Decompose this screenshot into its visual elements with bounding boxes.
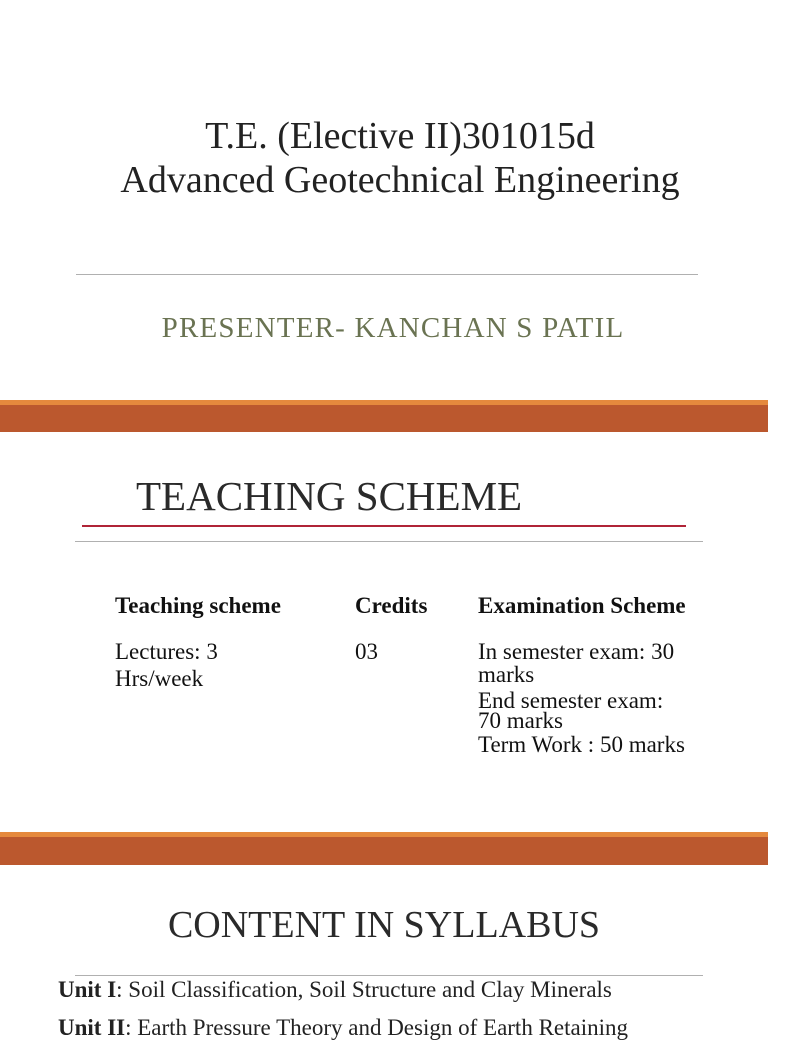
divider-line	[75, 541, 703, 542]
exam-line: In semester exam: 30	[478, 639, 675, 664]
exam-line: marks	[478, 662, 535, 687]
course-title	[0, 114, 800, 202]
header-teaching-scheme: Teaching scheme	[115, 593, 281, 618]
slide-teaching-scheme	[0, 432, 768, 832]
divider-line	[75, 975, 703, 976]
slide-heading: TEACHING SCHEME	[136, 473, 523, 519]
slide-title	[0, 0, 768, 400]
teaching-line: Hrs/week	[115, 666, 204, 691]
header-examination-scheme: Examination Scheme	[478, 593, 686, 618]
teaching-hours-cell	[115, 638, 325, 692]
course-code-line: T.E. (Elective II)301015d	[205, 115, 595, 157]
slide-heading: CONTENT IN SYLLABUS	[167, 904, 601, 946]
exam-line: 70 marks	[478, 708, 563, 733]
unit-description: : Earth Pressure Theory and Design of Earth Retaining	[125, 1015, 628, 1040]
unit-label: Unit I	[58, 977, 117, 1002]
slide-separator	[0, 400, 768, 432]
unit-item	[58, 1015, 628, 1041]
slide-separator	[0, 832, 768, 865]
unit-label: Unit II	[58, 1015, 126, 1040]
unit-item	[58, 977, 612, 1003]
course-name-line: Advanced Geotechnical Engineering	[120, 159, 680, 201]
slide-syllabus	[0, 865, 768, 1040]
teaching-line: Lectures: 3	[115, 639, 218, 664]
header-credits: Credits	[355, 593, 428, 618]
exam-scheme-cell	[478, 638, 728, 758]
unit-description: : Soil Classification, Soil Structure and Clay Minerals	[116, 977, 612, 1002]
exam-line: End semester exam:	[478, 688, 664, 713]
presenter-name: PRESENTER- KANCHAN S PATIL	[161, 312, 625, 344]
divider-line	[76, 274, 698, 275]
credits-cell: 03	[355, 639, 378, 664]
exam-line: Term Work : 50 marks	[478, 732, 685, 757]
heading-underline	[82, 525, 686, 527]
